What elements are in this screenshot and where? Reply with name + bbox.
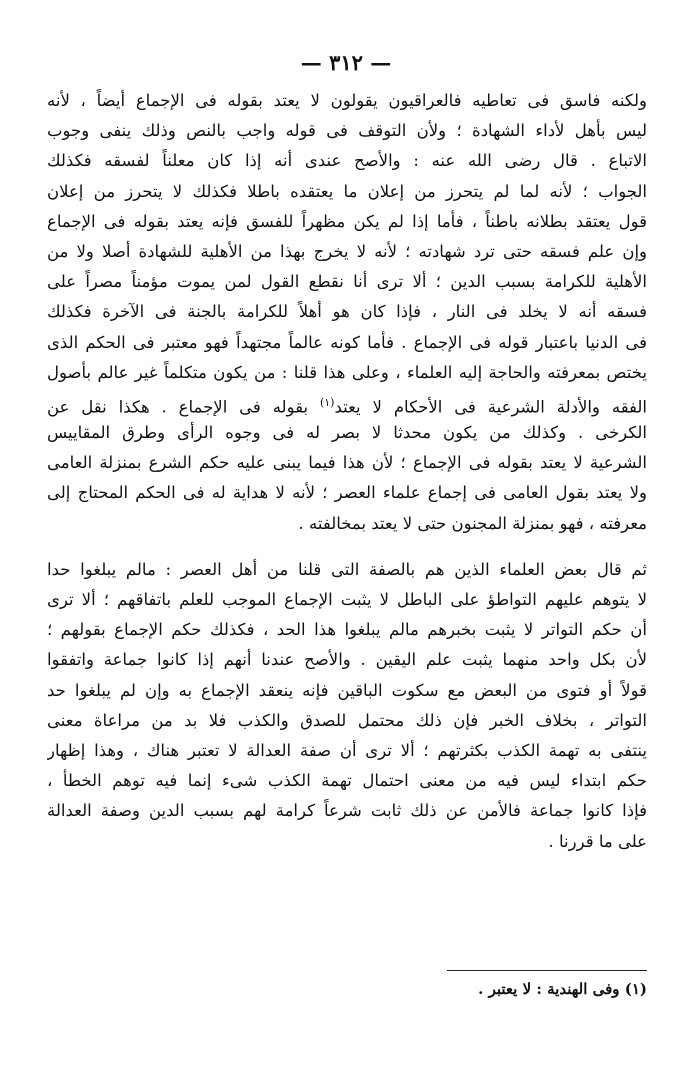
text-line: على ما قررنا .	[548, 831, 647, 851]
footnote: (١) وفى الهندية : لا يعتبر .	[478, 980, 647, 998]
paragraph-2	[47, 555, 647, 857]
text-segment: بقوله فى الإجماع . هكذا نقل عن	[47, 397, 309, 417]
text-line: الاتباع . قال رضى الله عنه : والأصح عندى أنه إذا كان معلناً لفسقه فكذلك	[47, 151, 647, 171]
text-line: قول يعتقد بطلانه باطناً ، فأما إذا لم يكن مظهراً للفسق فإنه يعتد بقوله فى الإجماع	[47, 211, 647, 231]
text-line: ولكنه فاسق فى تعاطيه فالعراقيون يقولون لا يعتد بقوله فى الإجماع أيضاً ، لأنه	[47, 91, 647, 110]
text-line-with-footnote	[47, 388, 647, 418]
paragraph-1	[47, 86, 647, 539]
text-line: معرفته ، فهو بمنزلة المجنون حتى لا يعتد بمخالفته .	[298, 513, 647, 533]
text-line: الجواب ؛ لأنه لما لم يتحرز من إعلان ما يعتقده باطلا فكذلك لا يتحرز من إعلان	[47, 181, 647, 201]
text-line: فإذا كانوا جماعة فالأمن عن ذلك ثابت شرعاً كرامة لهم بسبب الدين وصفة العدالة	[47, 801, 647, 821]
page-number: — ٣١٢ —	[300, 50, 392, 75]
text-line: أن حكم التواتر لا يثبت بخبرهم مالم يبلغوا هذا الحد ، فكذلك حكم الإجماع بقولهم ؛	[47, 620, 647, 640]
text-line: يختص بمعرفته والحاجة إليه العلماء ، وعلى هذا قلنا : من يكون متكلماً غير عالم بأصول	[47, 362, 647, 382]
text-line: ينتفى به تهمة الكذب بكثرتهم ؛ ألا ترى أن صفة العدالة لا تعتبر هناك ، وهذا إظهار	[47, 740, 647, 760]
text-line: التواتر ، بخلاف الخبر فإن ذلك محتمل للصدق والكذب فلا بد من مراعاة معنى	[47, 710, 647, 730]
text-line: وإن علم فسقه حتى ترد شهادته ؛ لأنه لا يخرج بهذا من الأهلية للشهادة أصلا ولا من	[47, 241, 647, 261]
text-line: قولاً أو فتوى من البعض مع سكوت الباقين فإنه ينعقد الإجماع به وإن لم يبلغوا حد	[47, 680, 647, 700]
text-line: ثم قال بعض العلماء الذين هم بالصفة التى قلنا من أهل العصر : مالم يبلغوا حدا	[47, 559, 647, 579]
text-line: ولا يعتد بقول العامى فى إجماع علماء العصر ؛ لأنه لا هداية له فى الحكم المحتاج إلى	[47, 483, 647, 503]
paragraph-gap	[47, 539, 647, 555]
text-line: فى الدنيا باعتبار قوله فى الإجماع . فأما كونه عالماً مجتهداً فهو معتبر فى الحكم الذى	[47, 332, 647, 352]
footnote-divider	[447, 970, 647, 971]
text-line: ليس بأهل لأداء الشهادة ؛ ولأن التوقف فى قوله واجب بالنص وذلك ينفى وجوب	[47, 121, 647, 141]
text-line: فسقه أنه لا يخلد فى النار ، فإذا كان هو أهلاً للكرامة بالجنة فى الآخرة فكذلك	[47, 302, 647, 322]
text-line: لأن بكل واحد منهما يثبت علم اليقين . والأصح عندنا أنهم إذا كانوا جماعة واتفقوا	[47, 650, 647, 670]
text-line: الشرعية لا يعتد بقوله فى الإجماع ؛ لأن هذا فيما يبنى عليه حكم الشرع بمنزلة العامى	[47, 453, 647, 473]
text-line: لا يتوهم عليهم التواطؤ على الباطل لا يثبت الإجماع الموجب للعلم باتفاقهم ؛ ألا ترى	[47, 590, 647, 609]
footnote-marker: (١)	[319, 395, 335, 409]
text-line: الكرخى . وكذلك من يكون محدثا لا بصر له فى وجوه الرأى وطرق المقاييس	[47, 423, 647, 443]
text-segment: الفقه والأدلة الشرعية فى الأحكام لا يعتد	[334, 397, 647, 417]
main-text	[47, 86, 647, 857]
text-line: حكم ابتداء ليس فيه من معنى احتمال تهمة الكذب شىء إنما فيه توهم الخطأ ،	[47, 771, 647, 791]
text-line: الأهلية للكرامة بسبب الدين ؛ ألا ترى أنا نقطع القول لمن يموت مؤمناً مصراً على	[47, 272, 647, 292]
